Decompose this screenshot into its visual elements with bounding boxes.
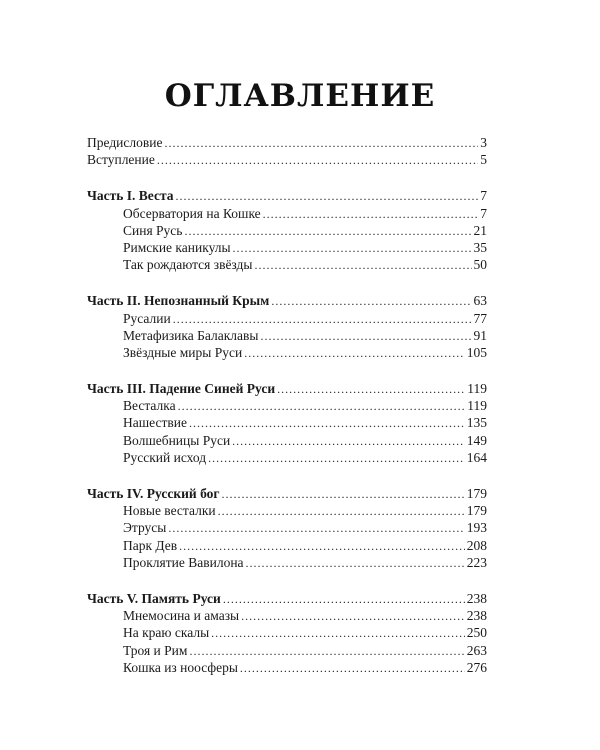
toc-chapter[interactable] — [87, 327, 487, 344]
toc-part-page: 63 — [473, 293, 487, 309]
toc-chapter-page: 193 — [466, 520, 487, 536]
toc-chapter[interactable] — [87, 624, 487, 641]
toc-chapter[interactable] — [87, 239, 487, 256]
toc-entry-page: 5 — [480, 152, 487, 168]
leader-dots — [168, 520, 464, 537]
toc-part-3[interactable] — [87, 380, 487, 397]
toc-chapter[interactable] — [87, 222, 487, 239]
toc-chapter-page: 223 — [466, 554, 487, 570]
toc-chapter-label: Римские каникулы — [123, 239, 231, 255]
toc-chapter[interactable] — [87, 205, 487, 222]
toc-chapter-page: 91 — [473, 327, 487, 343]
toc-entry-introduction[interactable] — [87, 151, 487, 168]
toc-chapter-page: 263 — [466, 642, 487, 658]
toc-chapter-label: Проклятие Вавилона — [123, 554, 244, 570]
toc-chapter[interactable] — [87, 537, 487, 554]
leader-dots — [189, 415, 465, 432]
toc-chapter[interactable] — [87, 554, 487, 571]
toc-chapter-label: Троя и Рим — [123, 642, 188, 658]
toc-chapter-label: Новые весталки — [123, 503, 216, 519]
leader-dots — [211, 625, 465, 642]
toc-part-page: 119 — [467, 381, 487, 397]
toc-entry-label: Предисловие — [87, 135, 163, 150]
toc-part-label: Часть V. Память Руси — [87, 590, 221, 606]
toc-chapter[interactable] — [87, 449, 487, 466]
leader-dots — [263, 206, 479, 223]
toc-part-label: Часть I. Веста — [87, 188, 174, 204]
toc-chapter-page: 149 — [466, 432, 487, 448]
toc-chapter-label: Русалии — [123, 310, 171, 326]
toc-entry-page: 3 — [480, 135, 487, 150]
toc-chapter-label: Весталка — [123, 398, 176, 414]
toc-chapter[interactable] — [87, 432, 487, 449]
toc-chapter-page: 276 — [466, 659, 487, 675]
leader-dots — [218, 503, 465, 520]
toc-chapter[interactable] — [87, 659, 487, 676]
toc-part-4[interactable] — [87, 485, 487, 502]
toc-part-page: 7 — [480, 188, 487, 204]
section-spacer — [87, 571, 487, 590]
toc-chapter[interactable] — [87, 344, 487, 361]
toc-part-label: Часть IV. Русский бог — [87, 486, 220, 501]
toc-chapter-label: Так рождаются звёзды — [123, 257, 253, 273]
leader-dots — [260, 328, 471, 345]
leader-dots — [271, 293, 471, 310]
leader-dots — [178, 398, 466, 415]
toc-chapter-page: 35 — [473, 239, 487, 255]
toc-part-page: 179 — [466, 486, 487, 501]
leader-dots — [179, 538, 465, 555]
toc-chapter-page: 21 — [473, 222, 487, 238]
toc-chapter[interactable] — [87, 310, 487, 327]
toc-entry-preface[interactable] — [87, 134, 487, 151]
toc-chapter-page: 105 — [466, 344, 487, 360]
toc-chapter-page: 250 — [466, 625, 487, 641]
section-spacer — [87, 361, 487, 380]
toc-part-page: 238 — [466, 590, 487, 606]
toc-part-label: Часть III. Падение Синей Руси — [87, 381, 276, 397]
toc-chapter-label: Русский исход — [123, 449, 207, 465]
toc-part-1[interactable] — [87, 187, 487, 204]
toc-chapter[interactable] — [87, 607, 487, 624]
toc-chapter-label: Метафизика Балаклавы — [123, 327, 259, 343]
toc-chapter-label: Синя Русь — [123, 222, 183, 238]
toc-part-label: Часть II. Непознанный Крым — [87, 293, 270, 309]
toc-chapter-label: На краю скалы — [123, 625, 210, 641]
leader-dots — [164, 135, 478, 152]
leader-dots — [240, 660, 465, 677]
leader-dots — [241, 608, 465, 625]
toc-chapter-page: 164 — [466, 449, 487, 465]
toc-chapter[interactable] — [87, 502, 487, 519]
leader-dots — [254, 257, 471, 274]
toc-part-2[interactable] — [87, 292, 487, 309]
toc-chapter-page: 77 — [473, 310, 487, 326]
leader-dots — [277, 381, 465, 398]
toc-chapter-page: 50 — [473, 257, 487, 273]
table-of-contents — [87, 134, 487, 676]
toc-chapter[interactable] — [87, 256, 487, 273]
leader-dots — [157, 152, 478, 169]
toc-chapter-label: Обсерватория на Кошке — [123, 205, 261, 221]
section-spacer — [87, 273, 487, 292]
leader-dots — [232, 433, 465, 450]
leader-dots — [223, 591, 465, 608]
toc-chapter-label: Волшебницы Руси — [123, 432, 231, 448]
leader-dots — [189, 643, 464, 660]
toc-part-5[interactable] — [87, 590, 487, 607]
leader-dots — [246, 555, 465, 572]
toc-chapter-label: Парк Дев — [123, 537, 178, 553]
toc-chapter-label: Кошка из ноосферы — [123, 659, 238, 675]
toc-chapter-label: Этрусы — [123, 520, 167, 536]
leader-dots — [184, 223, 471, 240]
page-title: ОГЛАВЛЕНИЕ — [164, 78, 436, 114]
toc-chapter[interactable] — [87, 397, 487, 414]
toc-chapter-label: Мнемосина и амазы — [123, 608, 240, 624]
toc-chapter[interactable] — [87, 414, 487, 431]
toc-chapter[interactable] — [87, 642, 487, 659]
leader-dots — [173, 311, 472, 328]
leader-dots — [222, 486, 465, 503]
toc-chapter-page: 238 — [466, 608, 487, 624]
leader-dots — [208, 450, 465, 467]
toc-chapter[interactable] — [87, 519, 487, 536]
toc-chapter-label: Нашествие — [123, 415, 187, 431]
section-spacer — [87, 168, 487, 187]
toc-chapter-page: 179 — [466, 503, 487, 519]
toc-chapter-page: 135 — [466, 415, 487, 431]
toc-chapter-label: Звёздные миры Руси — [123, 344, 243, 360]
toc-chapter-page: 7 — [480, 205, 487, 221]
leader-dots — [176, 188, 479, 205]
toc-chapter-page: 119 — [467, 398, 487, 414]
toc-entry-label: Вступление — [87, 152, 155, 168]
toc-chapter-page: 208 — [466, 537, 487, 553]
section-spacer — [87, 466, 487, 485]
leader-dots — [244, 345, 465, 362]
leader-dots — [233, 240, 472, 257]
